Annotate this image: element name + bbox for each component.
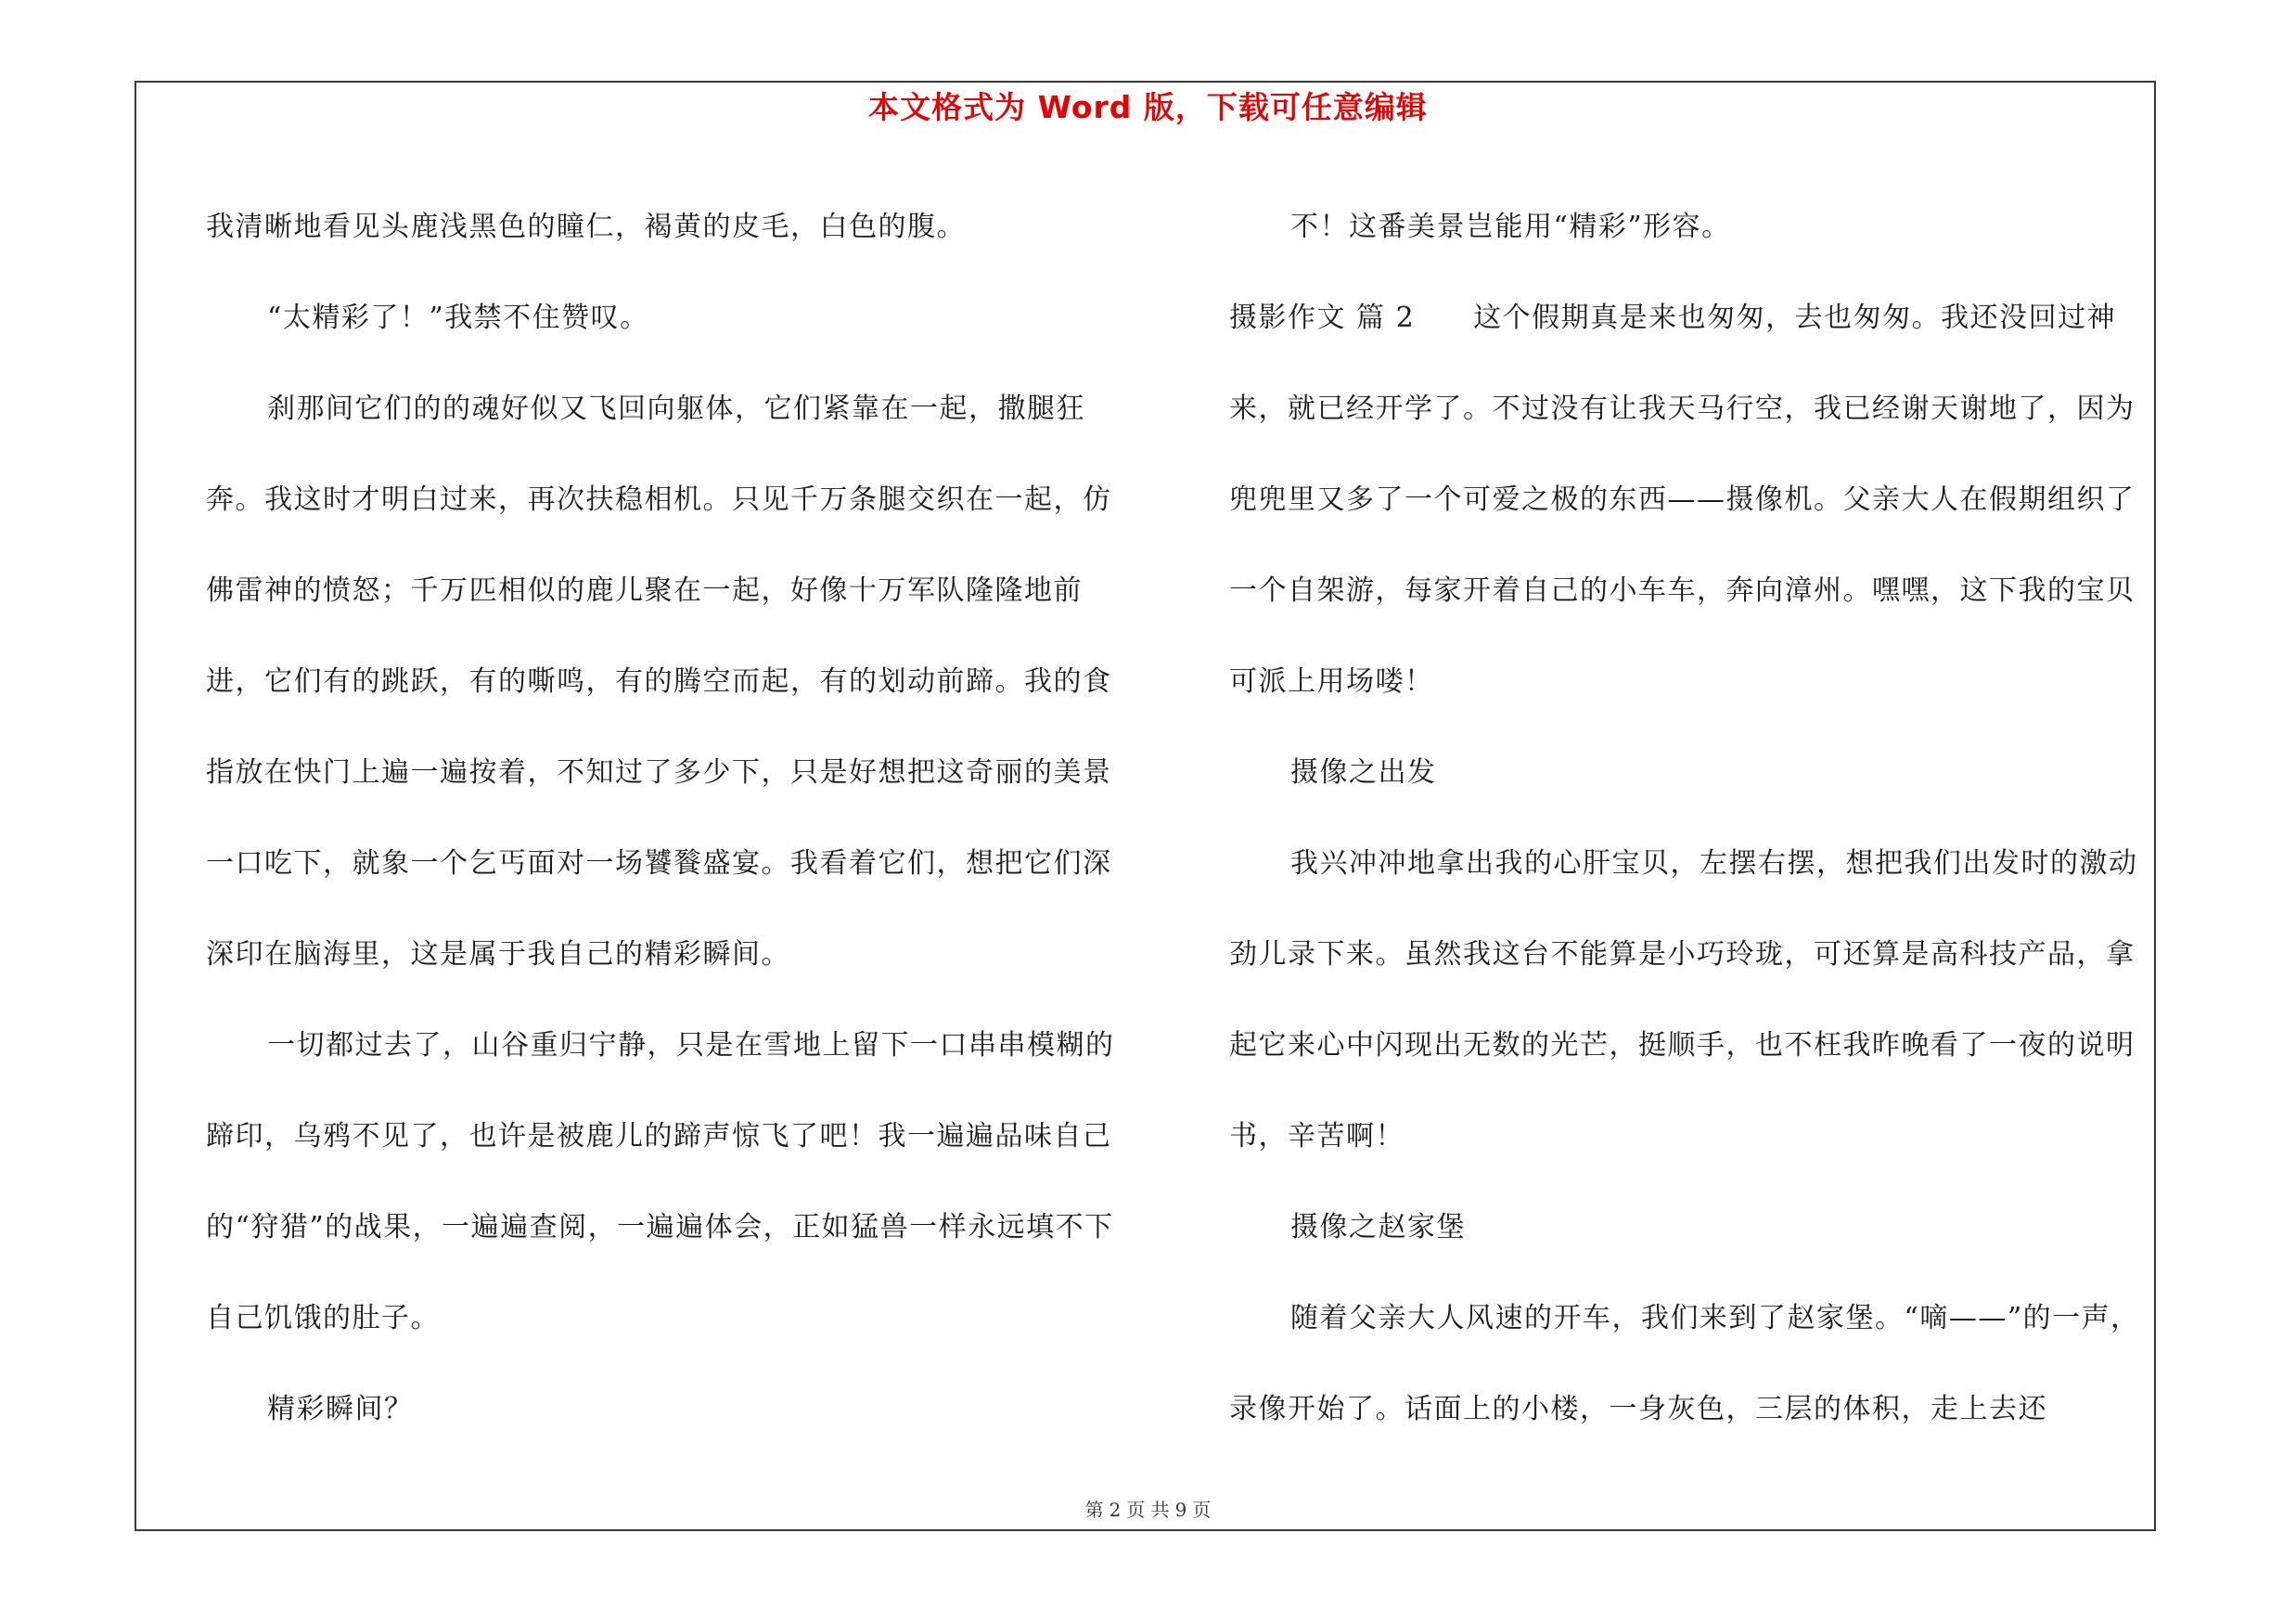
left-text-column (206, 182, 1134, 1455)
total-pages-number: 9 (1174, 1499, 1187, 1521)
page-number-footer (0, 1495, 2296, 1522)
right-text-column (1229, 182, 2157, 1455)
page-mid-text: 页 共 (1126, 1499, 1170, 1521)
paragraph: 刹那间它们的的魂好似又飞回向躯体，它们紧靠在一起，撒腿狂奔。我这时才明白过来，再次扶稳相机。只见千万条腿交织在一起，仿佛雷神的愤怒；千万匹相似的鹿儿聚在一起，好像十万军队隆隆地前进，它们有的跳跃，有的嘶鸣，有的腾空而起，有的划动前蹄。我的食指放在快门上遍一遍按着，不知过了多少下，只是好想把这奇丽的美景一口吃下，就象一个乞丐面对一场饕餮盛宴。我看着它们，想把它们深深印在脑海里，这是属于我自己的精彩瞬间。 (206, 393, 1112, 971)
paragraph: 精彩瞬间？ (267, 1393, 414, 1425)
paragraph: 一切都过去了，山谷重归宁静，只是在雪地上留下一口串串模糊的蹄印，乌鸦不见了，也许是被鹿儿的蹄声惊飞了吧！我一遍遍品味自己的“狩猎”的战果，一遍遍查阅，一遍遍体会，正如猛兽一样永远填不下自己饥饿的肚子。 (206, 1029, 1115, 1334)
paragraph: 摄影作文 篇 2 这个假期真是来也匆匆，去也匆匆。我还没回过神来，就已经开学了。不过没有让我天马行空，我已经谢天谢地了，因为兜兜里又多了一个可爱之极的东西——摄像机。父亲大人在假期组织了一个自架游，每家开着自己的小车车，奔向漳州。嘿嘿，这下我的宝贝可派上用场喽！ (1229, 302, 2136, 698)
editable-word-banner: 本文格式为 Word 版，下载可任意编辑 (868, 89, 1428, 125)
paragraph: 不！这番美景岂能用“精彩”形容。 (1290, 211, 1731, 243)
paragraph: 随着父亲大人风速的开车，我们来到了赵家堡。“嘀——”的一声，录像开始了。话面上的小楼，一身灰色，三层的体积，走上去还 (1229, 1302, 2140, 1425)
paragraph: 我兴冲冲地拿出我的心肝宝贝，左摆右摆，想把我们出发时的激动劲儿录下来。虽然我这台不能算是小巧玲珑，可还算是高科技产品，拿起它来心中闪现出无数的光芒，挺顺手，也不枉我昨晚看了一夜的说明书，辛苦啊！ (1229, 847, 2138, 1153)
section-heading: 摄像之出发 (1290, 756, 1437, 789)
paragraph: 我清晰地看见头鹿浅黑色的瞳仁，褐黄的皮毛，白色的腹。 (206, 211, 966, 243)
paragraph: “太精彩了！”我禁不住赞叹。 (267, 302, 649, 334)
section-heading: 摄像之赵家堡 (1290, 1211, 1466, 1243)
page-suffix: 页 (1192, 1499, 1212, 1521)
current-page-number: 2 (1109, 1499, 1122, 1521)
page-prefix: 第 (1084, 1499, 1104, 1521)
